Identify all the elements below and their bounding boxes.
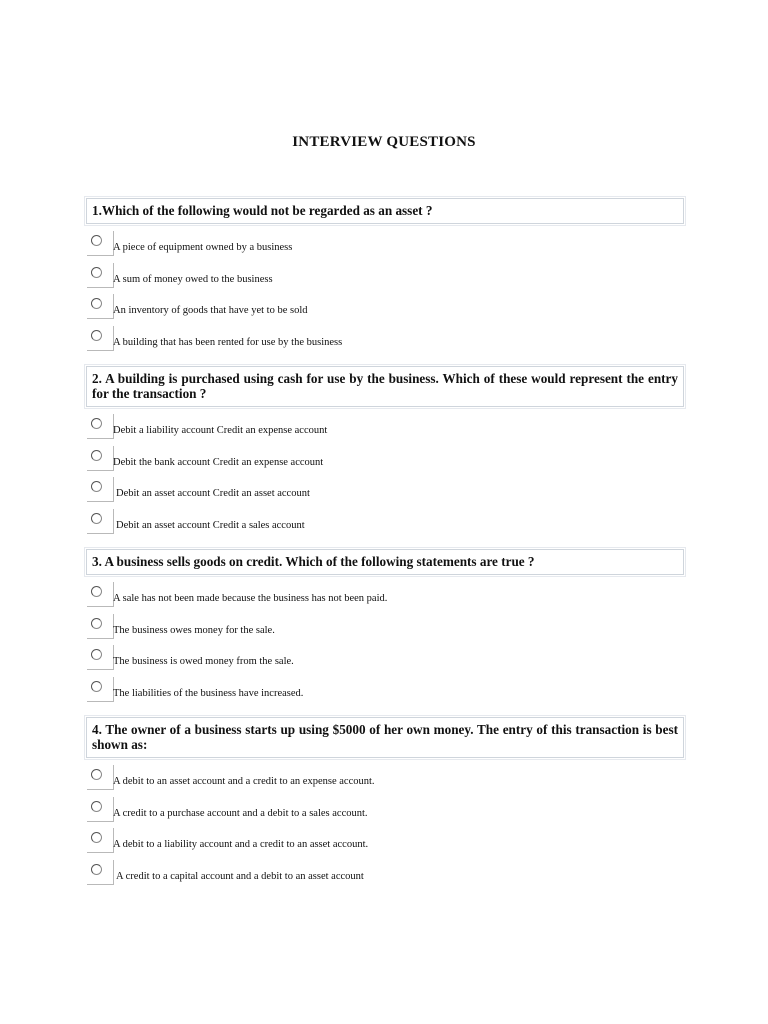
radio-button[interactable] xyxy=(91,649,102,660)
answer-option[interactable] xyxy=(84,509,684,541)
answer-option[interactable] xyxy=(84,677,684,709)
radio-cell xyxy=(87,477,114,502)
answer-option[interactable] xyxy=(84,645,684,677)
answer-option[interactable] xyxy=(84,797,684,829)
page-title: INTERVIEW QUESTIONS xyxy=(292,134,476,150)
question-text: 2. A building is purchased using cash for use by the business. Which of these would represent the entry for the transaction ? xyxy=(86,366,684,407)
radio-cell xyxy=(87,645,114,670)
question-1 xyxy=(84,198,684,357)
radio-button[interactable] xyxy=(91,681,102,692)
question-text: 4. The owner of a business starts up using $5000 of her own money. The entry of this transaction is best shown as: xyxy=(86,717,684,758)
option-label: Debit an asset account Credit a sales account xyxy=(116,519,305,531)
radio-cell xyxy=(87,446,114,471)
option-label: A piece of equipment owned by a business xyxy=(113,242,293,253)
radio-cell xyxy=(87,677,114,702)
answer-option[interactable] xyxy=(84,294,684,326)
radio-cell xyxy=(87,326,114,351)
radio-cell xyxy=(87,828,114,853)
radio-button[interactable] xyxy=(91,586,102,597)
option-label: The liabilities of the business have increased. xyxy=(113,687,304,699)
option-label: Debit the bank account Credit an expense account xyxy=(113,456,324,468)
radio-button[interactable] xyxy=(91,513,102,524)
answer-option[interactable] xyxy=(84,477,684,509)
question-3 xyxy=(84,549,684,708)
radio-button[interactable] xyxy=(91,481,102,492)
option-label: Debit an asset account Credit an asset account xyxy=(116,488,310,499)
question-4 xyxy=(84,717,684,891)
question-2 xyxy=(84,366,684,540)
answer-option[interactable] xyxy=(84,414,684,446)
answer-option[interactable] xyxy=(84,263,684,295)
option-label: An inventory of goods that have yet to be sold xyxy=(113,305,308,316)
option-label: A debit to a liability account and a credit to an asset account. xyxy=(113,839,369,850)
radio-cell xyxy=(87,614,114,639)
radio-cell xyxy=(87,231,114,256)
radio-button[interactable] xyxy=(91,769,102,780)
answer-option[interactable] xyxy=(84,582,684,614)
question-text: 1.Which of the following would not be regarded as an asset ? xyxy=(86,198,684,224)
option-label: The business is owed money from the sale. xyxy=(113,656,294,667)
option-label: A building that has been rented for use by the business xyxy=(113,336,343,348)
radio-cell xyxy=(87,414,114,439)
radio-button[interactable] xyxy=(91,450,102,461)
radio-button[interactable] xyxy=(91,235,102,246)
radio-button[interactable] xyxy=(91,330,102,341)
radio-cell xyxy=(87,509,114,534)
radio-cell xyxy=(87,582,114,607)
option-label: The business owes money for the sale. xyxy=(113,624,275,636)
radio-button[interactable] xyxy=(91,618,102,629)
option-label: Debit a liability account Credit an expense account xyxy=(113,425,328,436)
answer-option[interactable] xyxy=(84,765,684,797)
answer-option[interactable] xyxy=(84,446,684,478)
answer-option[interactable] xyxy=(84,828,684,860)
radio-cell xyxy=(87,860,114,885)
answer-option[interactable] xyxy=(84,231,684,263)
answer-option[interactable] xyxy=(84,326,684,358)
radio-button[interactable] xyxy=(91,298,102,309)
option-label: A sale has not been made because the business has not been paid. xyxy=(113,593,388,604)
option-label: A sum of money owed to the business xyxy=(113,273,273,285)
option-label: A credit to a purchase account and a debit to a sales account. xyxy=(113,807,368,819)
answer-option[interactable] xyxy=(84,860,684,892)
radio-button[interactable] xyxy=(91,267,102,278)
option-label: A debit to an asset account and a credit to an expense account. xyxy=(113,776,375,787)
option-label: A credit to a capital account and a debit to an asset account xyxy=(116,870,364,882)
radio-button[interactable] xyxy=(91,801,102,812)
radio-cell xyxy=(87,765,114,790)
radio-button[interactable] xyxy=(91,864,102,875)
radio-cell xyxy=(87,797,114,822)
radio-cell xyxy=(87,263,114,288)
radio-cell xyxy=(87,294,114,319)
answer-option[interactable] xyxy=(84,614,684,646)
radio-button[interactable] xyxy=(91,418,102,429)
radio-button[interactable] xyxy=(91,832,102,843)
question-text: 3. A business sells goods on credit. Which of the following statements are true ? xyxy=(86,549,684,575)
